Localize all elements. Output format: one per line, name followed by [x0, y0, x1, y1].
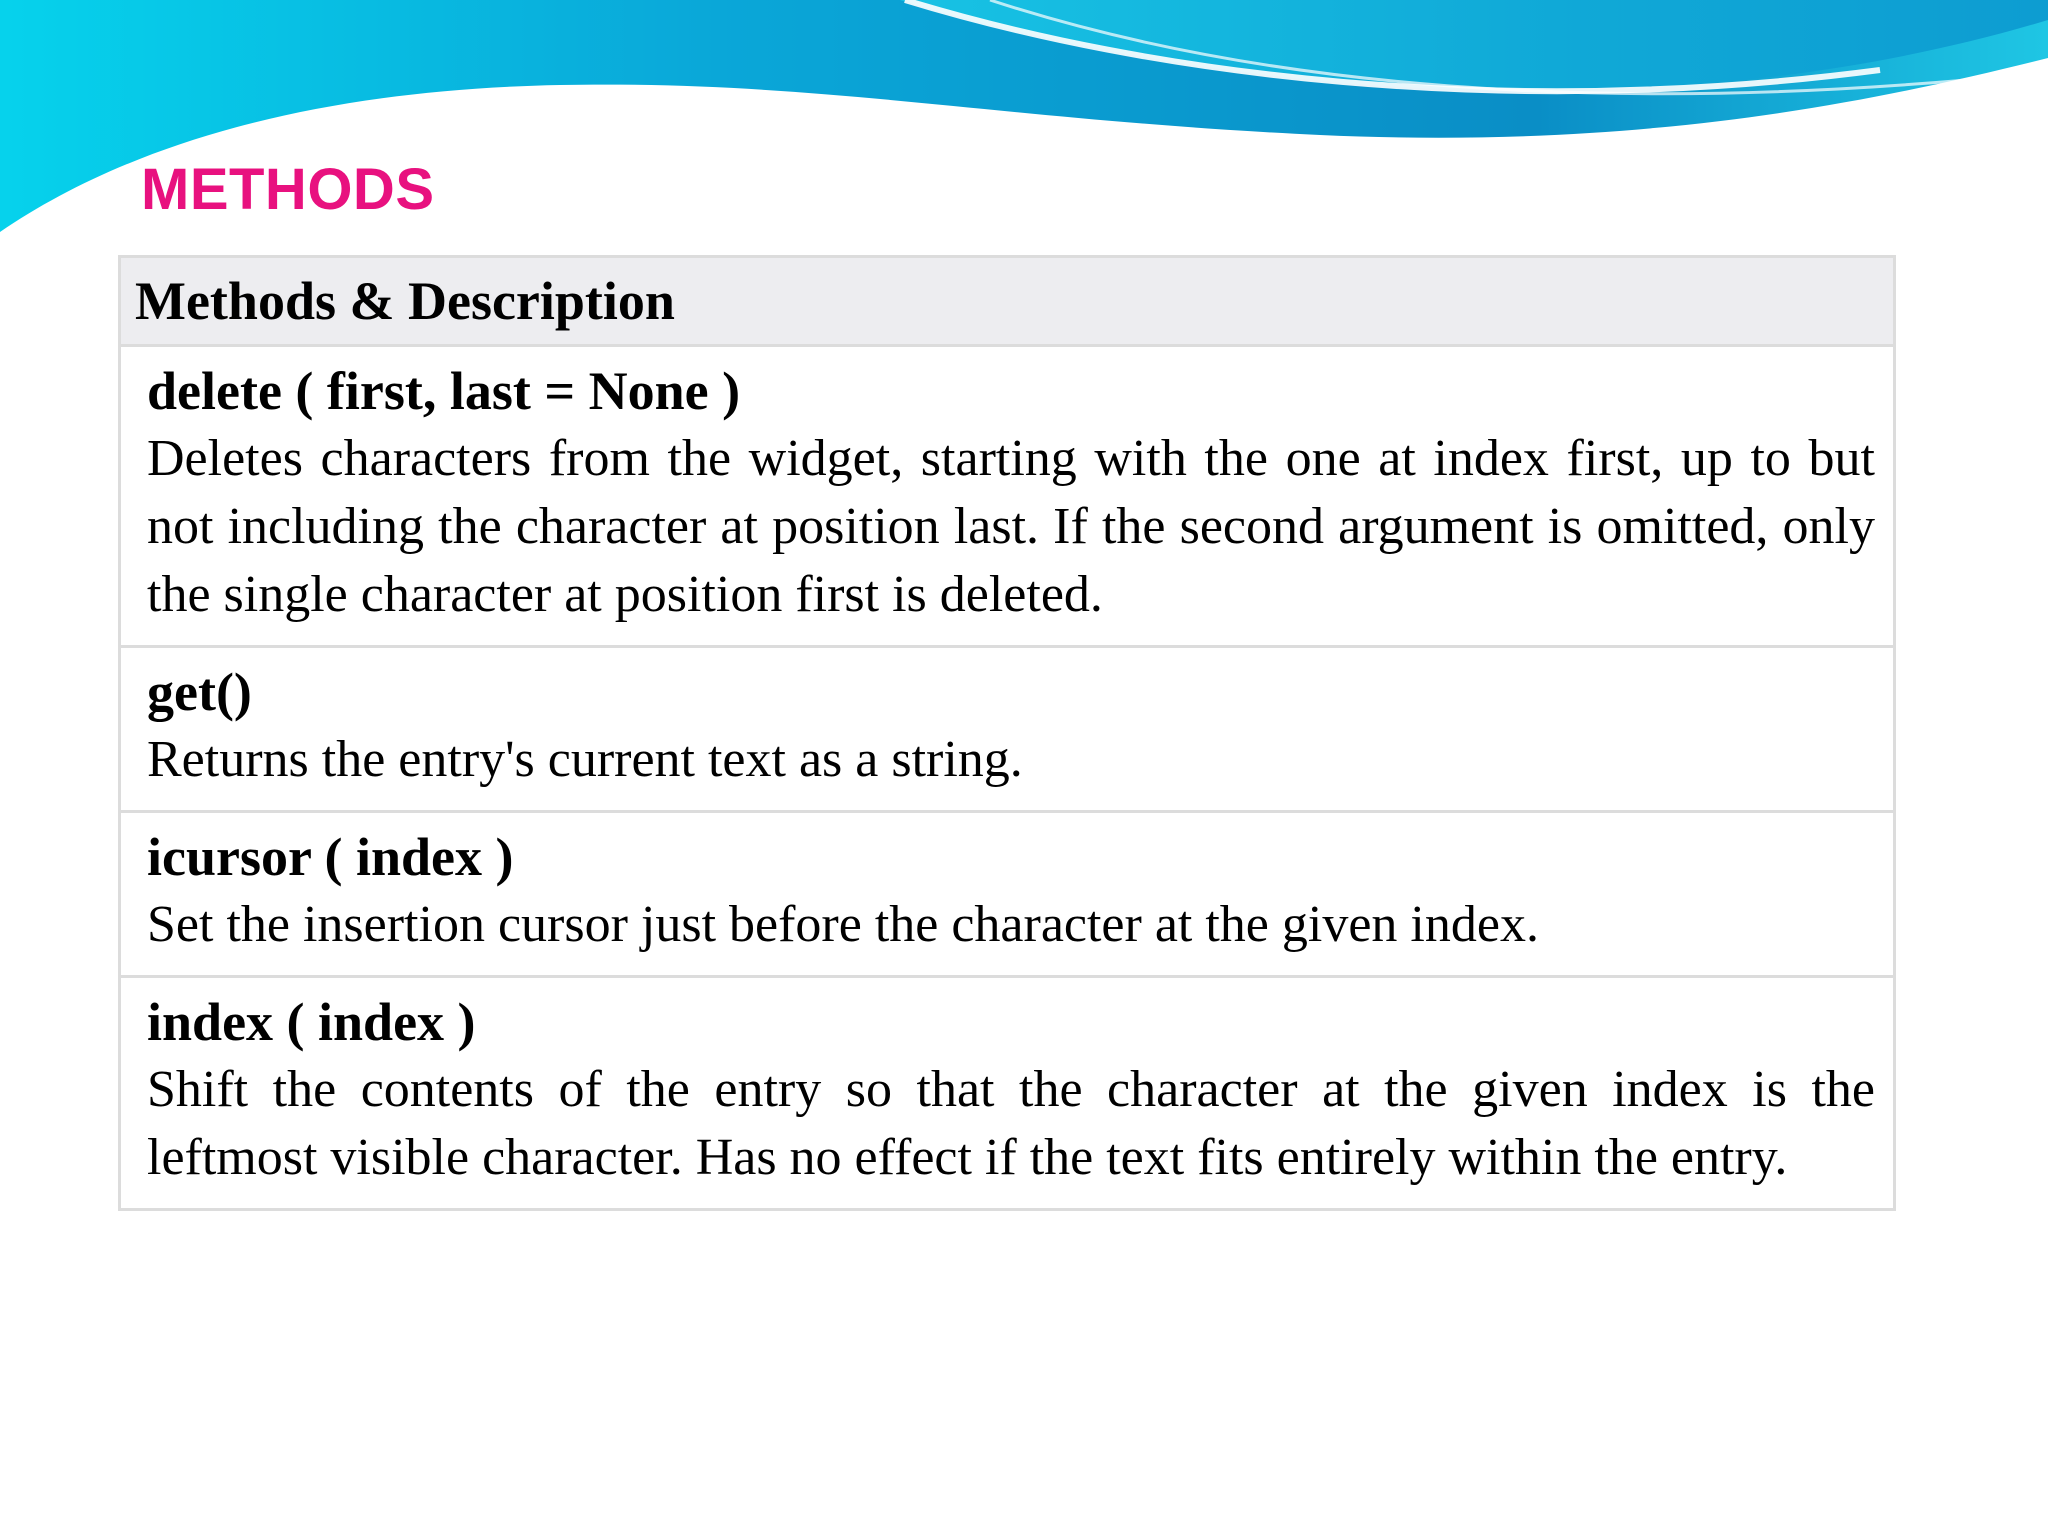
- method-name: get(): [147, 662, 252, 722]
- methods-table: [118, 255, 1896, 1211]
- method-name: icursor ( index ): [147, 827, 514, 887]
- table-header-row: [120, 257, 1895, 346]
- method-name: delete ( first, last = None ): [147, 361, 741, 421]
- slide-title: METHODS: [141, 157, 435, 222]
- table-row: [120, 346, 1895, 647]
- method-name: index ( index ): [147, 992, 476, 1052]
- method-cell-get: [120, 647, 1895, 812]
- method-cell-delete: [120, 346, 1895, 647]
- method-cell-icursor: [120, 812, 1895, 977]
- method-cell-index: [120, 977, 1895, 1210]
- method-description: Shift the contents of the entry so that the character at the given index is the leftmost visible character. Has no effect if the text fits entirely within the entry.: [147, 1061, 1875, 1186]
- method-description: Deletes characters from the widget, starting with the one at index first, up to but not including the character at position last. If the second argument is omitted, only the single character at position first is deleted.: [147, 430, 1875, 623]
- method-description: Set the insertion cursor just before the character at the given index.: [147, 896, 1539, 953]
- table-row: [120, 812, 1895, 977]
- table-header: Methods & Description: [120, 257, 1895, 346]
- table-row: [120, 647, 1895, 812]
- method-description: Returns the entry's current text as a string.: [147, 731, 1023, 788]
- table-row: [120, 977, 1895, 1210]
